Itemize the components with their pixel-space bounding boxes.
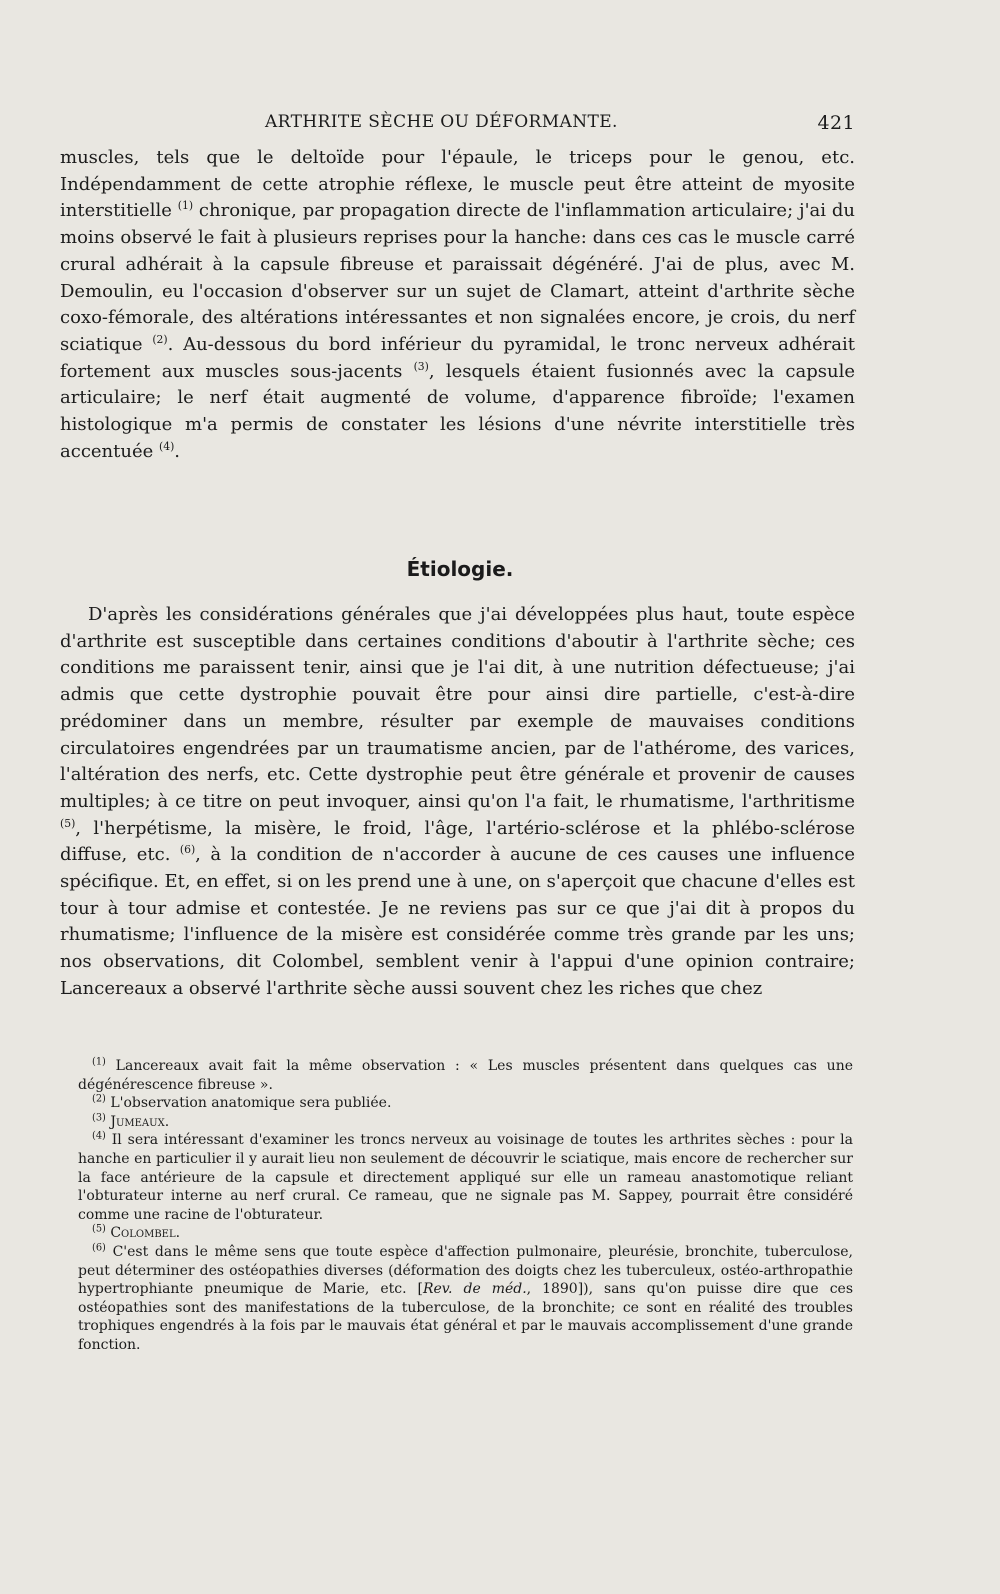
paragraph-continued	[60, 145, 855, 465]
footnote-text: Lancereaux avait fait la même observation : « Les muscles présentent dans quelques cas une dégénérescence fibreuse ».	[78, 1058, 853, 1093]
footnote-5	[78, 1224, 853, 1243]
text: . Au-dessous du bord inférieur du pyramidal, le tronc nerveux adhérait fortement aux muscles sous-jacents	[60, 333, 855, 382]
journal-reference: Rev. de méd.	[422, 1281, 527, 1298]
text: , à la condition de n'accorder à aucune de ces causes une influence spécifique. Et, en effet, si on les prend une à une, on s'aperçoit que chacune d'elles est tour à tour admise et contestée. Je ne reviens pas sur ce que j'ai dit à propos du rhumatisme; l'influence de la misère est considérée comme très grande par les uns; nos observations, dit Colombel, semblent venir à l'appui d'une opinion contraire; Lancereaux a observé l'arthrite sèche aussi souvent chez les riches que chez	[60, 844, 856, 999]
footnote-mark: (5)	[92, 1223, 106, 1235]
text: , lesquels étaient fusionnés avec la capsule articulaire; le nerf était augmenté de volume, d'apparence fibroïde; l'examen histologique m'a permis de constater les lésions d'une névrite interstitielle très accentuée	[60, 360, 856, 462]
text: , l'herpétisme, la misère, le froid, l'âge, l'artério-sclérose et la phlébo-sclérose diffuse, etc.	[60, 817, 855, 866]
footnote-text: L'observation anatomique sera publiée.	[105, 1095, 392, 1112]
footnote-2	[78, 1094, 853, 1113]
etiology-body	[60, 602, 855, 1003]
footnote-1	[78, 1057, 853, 1094]
footnote-mark: (2)	[92, 1093, 106, 1105]
footnote-4	[78, 1131, 853, 1224]
footnote-text: Jumeaux.	[105, 1113, 170, 1130]
footnotes	[78, 1057, 853, 1355]
footnote-text: , 1890]), sans qu'on puisse dire que ces ostéopathies sont des manifestations de la tuberculose, de la bronchite; ce sont en réalité des troubles trophiques engendrés à la fois par le mauvais état général et par le mauvais accomplissement d'une grande fonction.	[78, 1281, 853, 1353]
footnote-mark: (1)	[92, 1056, 106, 1068]
paragraph	[60, 602, 855, 1003]
text: D'après les considérations générales que j'ai développées plus haut, toute espèce d'arthrite est susceptible dans certaines conditions d'aboutir à l'arthrite sèche; ces conditions me paraissent tenir, ainsi que je l'ai dit, à une nutrition défectueuse; j'ai admis que cette dystrophie pouvait être pour ainsi dire partielle, c'est-à-dire prédominer dans un membre, résulter par exemple de mauvaises conditions circulatoires engendrées par un traumatisme ancien, par de l'athérome, des varices, l'altération des nerfs, etc. Cette dystrophie peut être générale et provenir de causes multiples; à ce titre on peut invoquer, ainsi qu'on l'a fait, le rhumatisme, l'arthritisme	[60, 604, 855, 812]
footnote-text: Il sera intéressant d'examiner les troncs nerveux au voisinage de toutes les arthrites sèches : pour la hanche en particulier il y aurait lieu non seulement de découvrir le sciatique, mais encore de rechercher sur la face antérieure de la capsule et directement appliqué sur elle un rameau anastomotique reliant l'obturateur interne au nerf crural. Ce rameau, que ne signale pas M. Sappey, pourrait être considéré comme une racine de l'obturateur.	[78, 1132, 853, 1223]
footnote-ref-5: (5)	[60, 816, 76, 830]
footnote-mark: (6)	[92, 1242, 106, 1254]
footnote-3	[78, 1113, 853, 1132]
footnote-ref-1: (1)	[177, 199, 194, 213]
footnote-ref-2: (2)	[152, 332, 168, 346]
text: .	[174, 440, 181, 462]
page-number: 421	[817, 112, 855, 134]
text: chronique, par propagation directe de l'inflammation articulaire; j'ai du moins observé le fait à plusieurs reprises pour la hanche: dans ces cas le muscle carré crural adhérait à la capsule fibreuse et paraissait dégénéré. J'ai de plus, avec M. Demoulin, eu l'occasion d'observer sur un sujet de Clamart, atteint d'arthrite sèche coxo-fémorale, des altérations intéressantes et non signalées encore, je crois, du nerf sciatique	[60, 200, 855, 355]
running-title: ARTHRITE SÈCHE OU DÉFORMANTE.	[265, 112, 618, 132]
text: muscles, tels que le deltoïde pour l'épaule, le triceps pour le genou, etc. Indépendamment de cette atrophie réflexe, le muscle peut être atteint de myosite interstitielle	[60, 147, 855, 222]
footnote-6	[78, 1243, 853, 1355]
footnote-ref-4: (4)	[159, 439, 175, 453]
footnote-text: Colombel.	[105, 1225, 181, 1242]
footnote-mark: (4)	[92, 1130, 106, 1142]
paragraph	[60, 145, 855, 465]
footnote-ref-6: (6)	[179, 843, 196, 857]
section-heading: Étiologie.	[406, 557, 514, 581]
footnote-mark: (3)	[92, 1112, 106, 1124]
footnote-ref-3: (3)	[413, 359, 429, 373]
footnote-text: C'est dans le même sens que toute espèce d'affection pulmonaire, pleurésie, bronchite, tuberculose, peut déterminer des ostéopathies diverses (déformation des doigts chez les tuberculeux, ostéo-arthropathie hypertrophiante pneumique de Marie, etc. [	[78, 1243, 853, 1298]
